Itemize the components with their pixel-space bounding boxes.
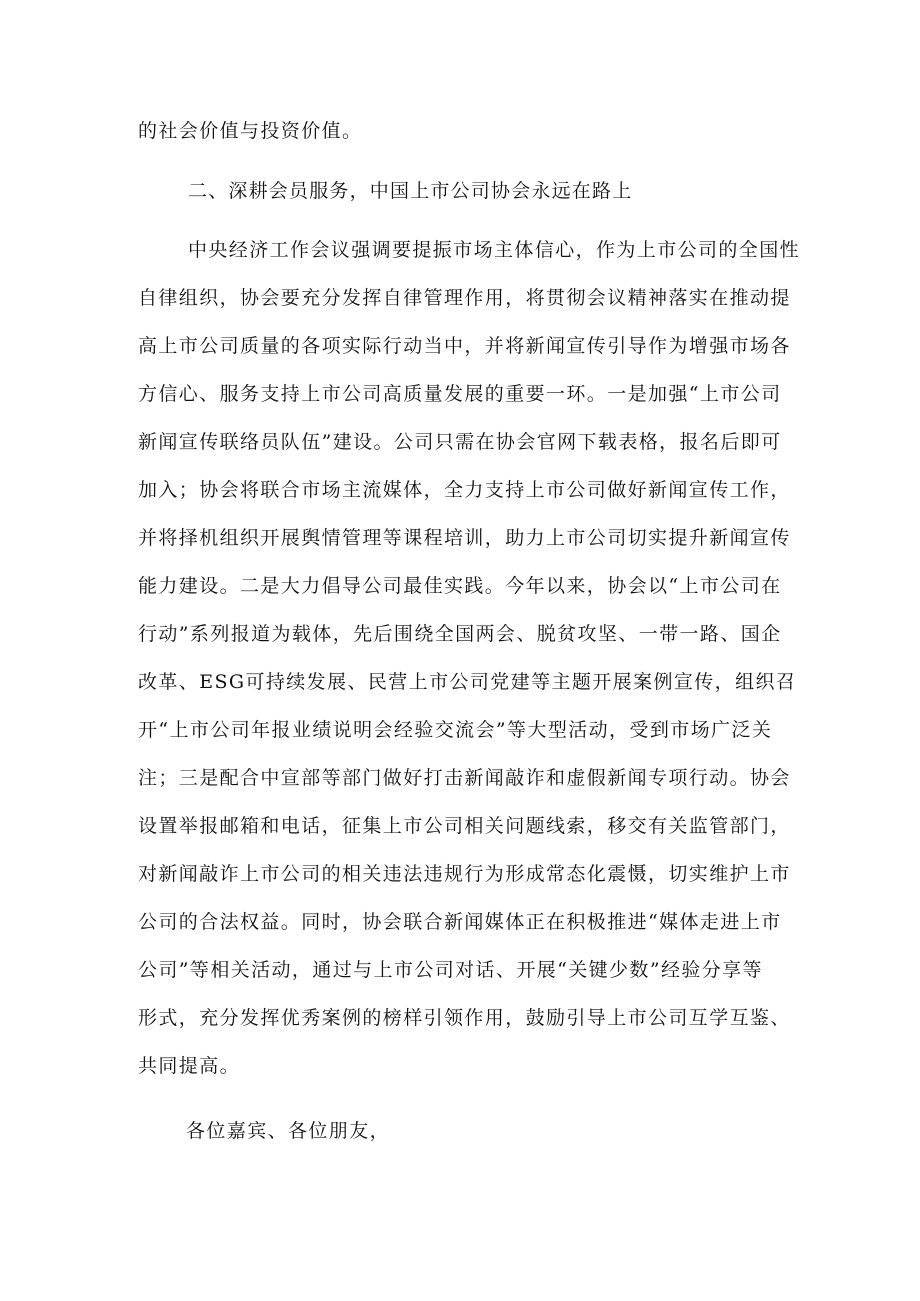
paragraph-line: 公司的合法权益。同时，协会联合新闻媒体正在积极推进“媒体走进上市 [138, 911, 782, 933]
paragraph-line: 方信心、服务支持上市公司高质量发展的重要一环。一是加强“上市公司 [138, 383, 782, 405]
paragraph-line: 形式，充分发挥优秀案例的榜样引领作用，鼓励引导上市公司互学互鉴、 [138, 1007, 791, 1029]
paragraph-line: 并将择机组织开展舆情管理等课程培训，助力上市公司切实提升新闻宣传 [138, 527, 791, 549]
paragraph-line: 改革、ESG可持续发展、民营上市公司党建等主题开展案例宣传，组织召 [138, 671, 797, 693]
salutation-line: 各位嘉宾、各位朋友， [186, 1120, 391, 1142]
paragraph-line: 高上市公司质量的各项实际行动当中，并将新闻宣传引导作为增强市场各 [138, 335, 791, 357]
paragraph-line: 加入；协会将联合市场主流媒体，全力支持上市公司做好新闻宣传工作， [138, 479, 791, 501]
section-heading: 二、深耕会员服务，中国上市公司协会永远在路上 [188, 180, 633, 202]
paragraph-line: 设置举报邮箱和电话，征集上市公司相关问题线索，移交有关监管部门， [138, 815, 791, 837]
paragraph-line: 共同提高。 [138, 1055, 241, 1077]
paragraph-line: 的社会价值与投资价值。 [138, 120, 363, 142]
paragraph-line: 注；三是配合中宣部等部门做好打击新闻敲诈和虚假新闻专项行动。协会 [138, 767, 791, 789]
paragraph-line: 开“上市公司年报业绩说明会经验交流会”等大型活动，受到市场广泛关 [138, 719, 773, 741]
paragraph-line: 新闻宣传联络员队伍”建设。公司只需在协会官网下载表格，报名后即可 [138, 431, 782, 453]
paragraph-line: 对新闻敲诈上市公司的相关违法违规行为形成常态化震慑，切实维护上市 [138, 863, 791, 885]
paragraph-line: 行动”系列报道为载体，先后围绕全国两会、脱贫攻坚、一带一路、国企 [138, 623, 782, 645]
paragraph-line: 中央经济工作会议强调要提振市场主体信心，作为上市公司的全国性 [188, 239, 801, 261]
paragraph-line: 公司”等相关活动，通过与上市公司对话、开展“关键少数”经验分享等 [138, 959, 763, 981]
paragraph-line: 能力建设。二是大力倡导公司最佳实践。今年以来，协会以“上市公司在 [138, 575, 782, 597]
paragraph-line: 自律组织，协会要充分发挥自律管理作用，将贯彻会议精神落实在推动提 [138, 287, 791, 309]
